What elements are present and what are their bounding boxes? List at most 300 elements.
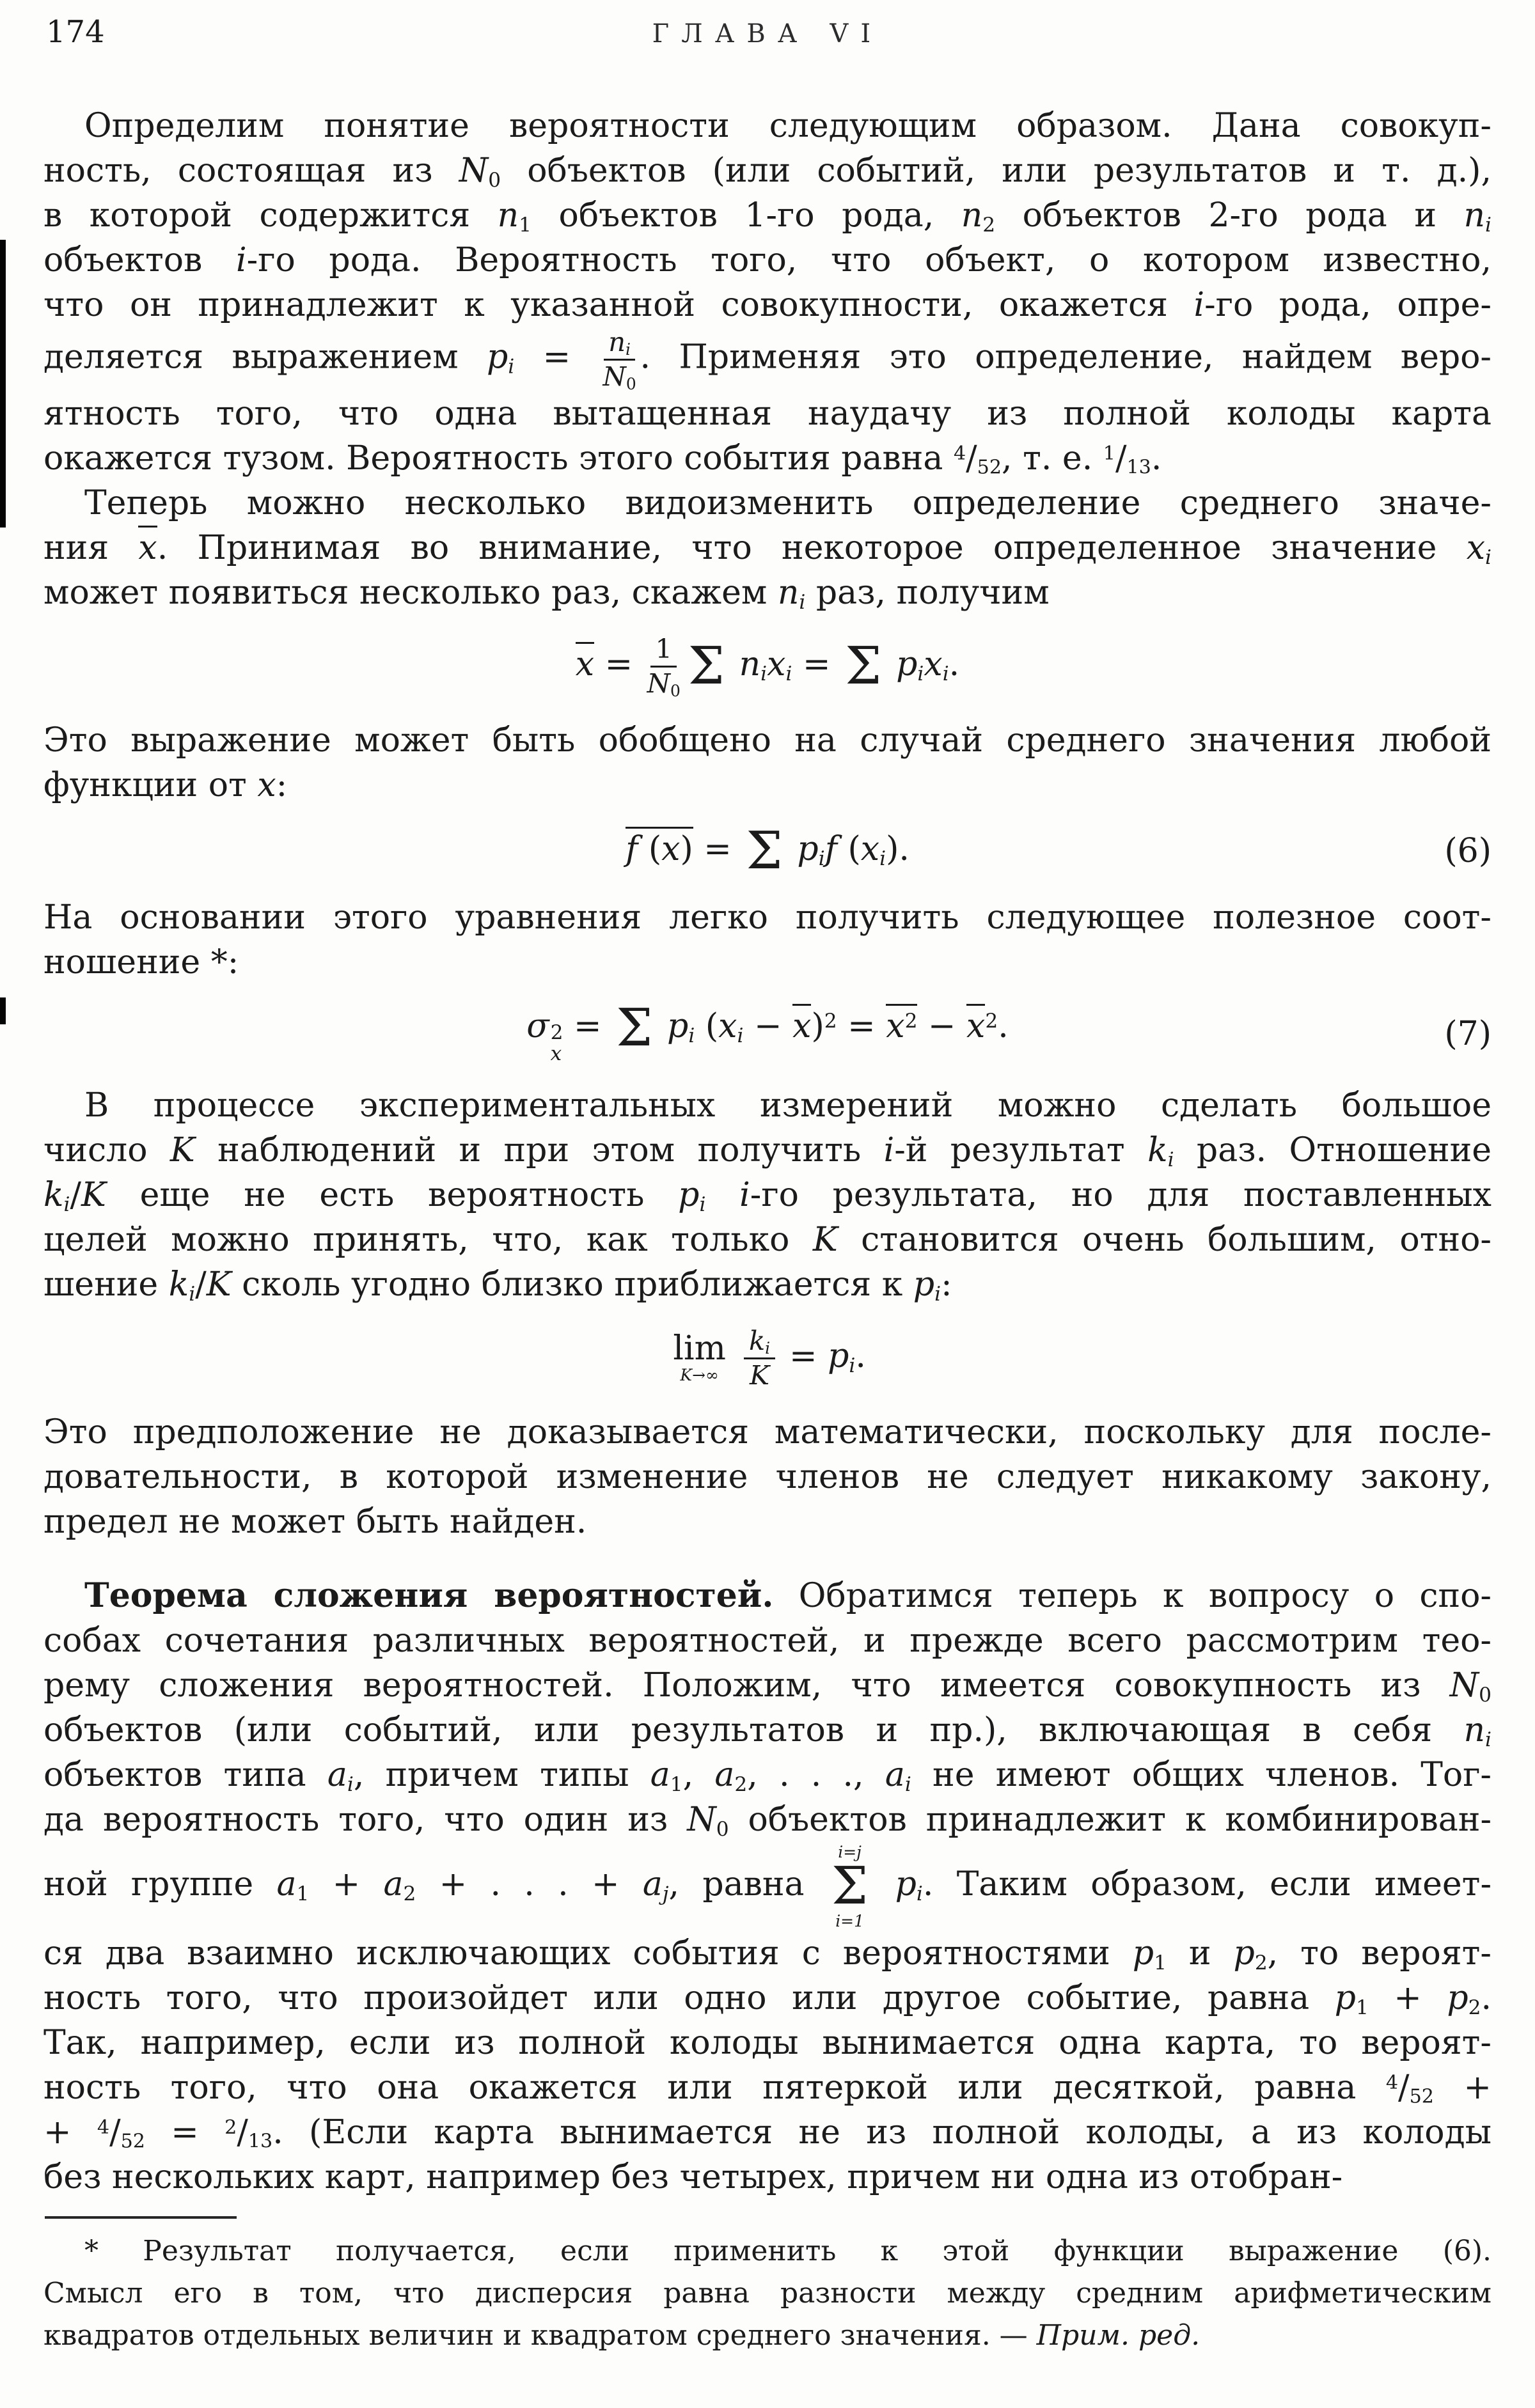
case-fraction: $^4/_{52}$ [1385,2068,1434,2108]
subscript: i [916,1882,923,1905]
text-run: . [1481,1978,1492,2017]
subscript: 2 [1254,1951,1268,1974]
text-line [43,283,1492,327]
text-line [43,1410,1492,1455]
superscript: 2 [824,1009,837,1033]
text-run: x [792,1006,812,1045]
text-line [43,1663,1492,1708]
subscript: i [1485,1728,1492,1751]
text-run: p [1447,1978,1468,2017]
text-line [43,1842,1492,1931]
overbar-expression [626,827,693,868]
text-run: объектов [43,241,236,279]
text-line [43,1173,1492,1217]
text-run: ) [680,829,693,868]
text-run: n [497,196,519,235]
text-run: ния [43,529,139,568]
case-fraction: $^4/_{52}$ [97,2113,145,2153]
text-run: p [678,1176,700,1215]
text-run: p [885,645,918,684]
text-run: N [602,360,626,392]
text-run: объектов 1-го рода, [531,196,961,235]
text-run: = [792,645,842,684]
text-line [43,570,1492,615]
subscript: i [942,662,949,685]
text-line [43,1217,1492,1262]
sum-upper-limit: i=j [838,1842,862,1861]
text-run: = [514,338,599,377]
text-line [43,104,1492,148]
text-run: ) [811,1006,824,1045]
text-run: + . . . + [416,1865,643,1904]
text-run: * Результат получается, если применить к этой функции выражение (6). [84,2234,1492,2267]
text-run: σ [526,1006,549,1045]
case-fraction: $^1/_{13}$ [1103,439,1151,479]
subscript: i [917,662,924,685]
subscript: i [347,1772,354,1796]
text-line [43,1753,1492,1797]
text-run: k [168,1265,189,1304]
text-run: p [1334,1978,1356,2017]
text-run: p [1132,1934,1154,1973]
text-run: . [855,1337,866,1376]
text-line [43,481,1492,526]
text-run: в которой содержится [43,196,498,235]
text-run: еще не есть вероятность [106,1176,679,1215]
text-run [705,1176,739,1214]
fraction-denominator: 52 [1409,2085,1434,2108]
text-run: x [138,529,157,568]
text-run: a [714,1755,735,1794]
limit-operator [673,1329,726,1385]
text-run: i [235,241,247,279]
overbar-expression [138,526,157,567]
subscript: i [879,847,886,870]
fraction-denominator: 13 [1126,456,1151,479]
subscript: 2 [1468,1996,1481,2019]
text-line [43,940,1492,985]
text-run: a [276,1865,297,1904]
text-run: ношение *: [43,942,239,981]
text-run: k [748,1325,766,1357]
page-body [43,104,1492,2357]
text-run: без нескольких карт, например без четырех, причем ни одна из отобран- [43,2157,1343,2196]
fraction-numerator [604,327,636,361]
text-run: что он принадлежит к указанной совокупности, окажется [43,286,1194,324]
text-run: ся два взаимно исключающих события с вероятностями [43,1934,1133,1973]
text-run: n [777,574,799,613]
text-run: -го рода. Вероятность того, что объект, о котором известно, [246,241,1492,279]
text-run: раз, получим [805,574,1050,613]
text-line [43,1262,1492,1307]
summation-operator [616,998,653,1059]
subscript: i [760,662,767,685]
text-run: , т. е. [1002,439,1103,478]
overbar-expression [886,1004,917,1045]
text-run: x [924,645,943,684]
formula-content [669,1325,866,1391]
text-run: n [961,196,983,235]
text-run: целей можно принять, что, как только [43,1221,813,1260]
subscript: i [625,340,631,359]
subscript: i [765,1339,771,1358]
footnote-line [43,2315,1492,2357]
text-run: N [687,1800,716,1839]
lim-glyph: lim [673,1329,726,1368]
equation-tag: (7) [1444,1015,1492,1054]
display-formula [43,821,1492,882]
formula-content [526,998,1009,1065]
text-run: может появиться несколько раз, скажем [43,574,778,613]
text-run: = [145,2113,225,2152]
text-run: . [1151,439,1162,478]
text-line [43,895,1492,940]
subscript: i [688,1024,695,1047]
text-run: x [886,1006,905,1045]
text-run: p [1233,1934,1255,1973]
stack-sub: x [550,1042,562,1065]
text-line [43,2065,1492,2110]
chapter-heading: ГЛАВА VI [652,19,883,49]
text-run: x [966,1006,986,1045]
text-line [43,238,1492,283]
text-line [43,1083,1492,1128]
text-run: ятность того, что одна вытащенная наудачу из полной колоды карта [43,395,1492,434]
built-fraction [602,327,636,391]
subscript: i [63,1193,70,1217]
text-run: n [608,326,626,357]
text-line [43,193,1492,238]
subscript: 0 [1479,1683,1492,1707]
text-run: объектов 2-го рода и [995,196,1464,235]
subscript: i [934,1283,941,1306]
subscript: i [785,662,792,685]
text-run: x [661,829,681,868]
text-run: Так, например, если из полной колоды вынимается одна карта, то вероят- [43,2023,1492,2062]
text-run [730,1337,741,1375]
fraction-denominator [647,668,681,699]
text-run: окажется тузом. Вероятность этого события равна [43,439,954,478]
text-run: -й результат [894,1131,1148,1170]
subscript: 0 [716,1817,729,1841]
text-run: = [563,1006,613,1045]
display-formula [43,633,1492,701]
text-run: предел не может быть найден. [43,1502,587,1541]
stack-sup: 2 [550,1020,563,1044]
text-run: функции от [43,765,258,804]
subscript: 0 [488,168,501,192]
text-run: K [750,1359,770,1391]
page-number: 174 [46,14,105,50]
text-run: -го результата, но для поставленных [750,1176,1492,1215]
formula-content [626,821,909,882]
text-run: да вероятность того, что один из [43,1800,688,1839]
subscript: 1 [296,1882,310,1905]
text-run: = [594,645,643,684]
text-run: . Применяя это определение, найдем веро- [640,338,1492,377]
sigma-glyph: Σ [845,636,882,697]
text-run: объектов типа [43,1755,327,1794]
scan-artifact [0,997,6,1024]
text-run: p [872,1865,917,1904]
summation-operator [831,1842,868,1931]
subscript: i [737,1024,744,1047]
text-run: f [626,829,638,868]
fraction-numerator: 1 [1103,442,1115,465]
fraction-denominator: 52 [977,456,1002,479]
text-run: : [941,1265,952,1304]
text-run: собах сочетания различных вероятностей, и прежде всего рассмотрим тео- [43,1621,1492,1660]
text-line [43,1931,1492,1976]
text-run: Смысл его в том, что дисперсия равна разности между средним арифметическим [43,2276,1492,2310]
text-run: x [257,765,276,804]
sigma-glyph: Σ [688,636,725,697]
text-run: объектов (или событий, или результатов и пр.), включающая в себя [43,1710,1464,1749]
text-line [43,1128,1492,1173]
text-line [43,391,1492,436]
footnote-line [43,2272,1492,2315]
overbar-expression [576,642,594,683]
text-run: a [885,1755,905,1794]
formula-content [575,633,960,701]
sigma-glyph: Σ [616,998,653,1059]
subscript: i [799,591,806,614]
text-run: , равна [668,1865,828,1904]
overbar-expression [792,1004,811,1045]
text-run: ность того, что произойдет или одно или другое событие, равна [43,1978,1335,2017]
text-line [43,763,1492,808]
sigma-glyph: Σ [746,821,783,882]
subscript: 1 [670,1772,683,1796]
fraction-denominator: 13 [248,2130,273,2153]
text-run: x [575,645,595,684]
text-run: p [786,829,819,868]
text-run: : [276,765,288,804]
text-run: i [883,1131,895,1170]
text-run: n [1463,1710,1486,1749]
text-run: Это выражение может быть обобщено на случай среднего значения любой [43,721,1492,760]
text-run: − [917,1006,967,1045]
text-run: рему сложения вероятностей. Положим, что имеется совокупность из [43,1666,1450,1705]
text-run: = [778,1337,828,1376]
text-run: n [728,645,761,684]
built-fraction [744,1326,775,1390]
built-fraction [647,633,681,701]
text-run: / [70,1176,82,1215]
fraction-numerator: 2 [224,2116,237,2139]
text-run: + [43,2113,97,2152]
subscript: 0 [670,682,681,701]
page-header [0,0,1535,61]
subscript: 2 [982,213,996,237]
text-run: число [43,1131,170,1170]
text-run: N [459,152,489,190]
subscript: i [818,847,825,870]
subscript: i [849,1354,856,1377]
text-run: объектов (или событий, или результатов и т. д.), [501,152,1492,190]
text-run: i [1193,286,1205,324]
fraction-denominator [602,361,636,392]
text-run: K [812,1221,838,1260]
text-run: x [860,829,880,868]
text-line [43,327,1492,391]
text-run: ность, состоящая из [43,152,459,190]
text-run: p [828,1337,849,1376]
subscript: j [662,1882,669,1905]
text-run: -го рода, опре- [1204,286,1492,324]
text-run: x [767,645,786,684]
text-run: В процессе экспериментальных измерений можно сделать большое [84,1086,1492,1125]
text-line [43,148,1492,193]
text-run: K [169,1131,195,1170]
text-run: + [1433,2068,1492,2107]
display-formula [43,1326,1492,1390]
subscript: i [904,1772,911,1796]
text-run: Определим понятие вероятности следующим образом. Дана совокуп- [84,107,1492,145]
text-run: + [309,1865,384,1904]
text-run: K [206,1265,232,1304]
text-run: / [195,1265,207,1304]
fraction-denominator [750,1359,769,1391]
subscript: i [699,1193,706,1217]
text-run: a [327,1755,347,1794]
text-line [43,1976,1492,2021]
summation-operator [688,636,725,697]
text-run: объектов принадлежит к комбинирован- [728,1800,1492,1839]
text-run: + [1368,1978,1447,2017]
text-line [43,2021,1492,2065]
sigma-glyph: Σ [831,1856,869,1916]
text-run: . Таким образом, если имеет- [922,1865,1492,1904]
fraction-numerator [744,1326,775,1359]
subscript: 0 [626,374,636,393]
fraction-numerator: 4 [953,442,966,465]
text-run: ( [695,1006,719,1045]
limit-condition: K→∞ [680,1366,719,1385]
text-run: сколь угодно близко приближается к [231,1265,913,1304]
summation-operator [746,821,783,882]
text-line [43,1618,1492,1663]
text-line [43,436,1492,481]
subscript: 1 [519,213,532,237]
text-run: . Принимая во внимание, что некоторое определенное значение [157,529,1467,568]
text-line [43,2155,1492,2200]
text-run: деляется выражением [43,338,487,377]
text-line [43,1499,1492,1544]
text-run: ной группе [43,1865,277,1904]
case-fraction: $^2/_{13}$ [224,2113,273,2153]
text-run: N [1449,1666,1479,1705]
subscript: i [1167,1148,1174,1172]
subscript: i [1485,546,1492,570]
text-line [43,526,1492,570]
footnote [43,2216,1492,2357]
text-run: довательности, в которой изменение членов не следует никакому закону, [43,1457,1492,1496]
text-run: не имеют общих членов. Тог- [911,1755,1492,1794]
equation-tag: (6) [1444,832,1492,871]
text-run: k [43,1176,64,1215]
text-run: n [1463,196,1486,235]
text-run: , причем типы [353,1755,650,1794]
text-run: − [743,1006,793,1045]
text-run: , . . ., [747,1755,885,1794]
case-fraction: $^4/_{52}$ [953,439,1002,479]
text-run: 1 [655,633,672,665]
text-run: a [642,1865,663,1904]
text-run: , то вероят- [1267,1934,1492,1973]
footnote-line [43,2230,1492,2272]
summation-operator [845,636,882,697]
text-run: становится очень большим, отно- [837,1221,1492,1260]
text-run: i [739,1176,750,1215]
sup-sub-stack [551,1022,563,1065]
fraction-numerator: 4 [97,2116,110,2139]
subscript: 2 [734,1772,748,1796]
text-line [43,1574,1492,1618]
text-run: , [682,1755,715,1794]
subscript: 2 [403,1882,416,1905]
text-run: Теорема сложения вероятностей. [84,1575,774,1615]
text-run: квадратов отдельных величин и квадратом среднего значения. — [43,2318,1037,2352]
text-run: . (Если карта вынимается не из полной колоды, а из колоды [272,2113,1492,2152]
text-run: раз. Отношение [1174,1131,1492,1170]
text-run: На основании этого уравнения легко получить следующее полезное соот- [43,898,1492,937]
text-run: N [647,668,670,700]
text-run: a [650,1755,670,1794]
subscript: i [189,1283,196,1306]
text-run: . [998,1006,1009,1045]
text-line [43,718,1492,763]
subscript: i [1485,213,1492,237]
text-run: f [824,829,837,868]
text-run: . [949,645,960,684]
superscript: 2 [985,1009,998,1033]
text-line [43,1455,1492,1499]
text-run: K [81,1176,106,1215]
text-run: Это предположение не доказывается математически, поскольку для после- [43,1412,1492,1451]
text-run: x [718,1006,737,1045]
subscript: 1 [1355,1996,1369,2019]
text-run: Теперь можно несколько видоизменить определение среднего значе- [84,484,1492,523]
text-run: ( [638,829,662,868]
text-line [43,1708,1492,1753]
fraction-numerator [650,634,677,668]
text-run: = [693,829,743,868]
text-line [43,1797,1492,1842]
text-run: ( [837,829,861,868]
text-run: k [1147,1131,1168,1170]
text-run: Обратимся теперь к вопросу о спо- [773,1576,1492,1615]
fraction-numerator: 4 [1385,2071,1399,2094]
text-run: наблюдений и при этом получить [194,1131,884,1170]
display-formula [43,998,1492,1065]
footnote-rule [45,2216,237,2219]
overbar-expression [966,1004,985,1045]
subscript: 1 [1154,1951,1167,1974]
text-line [43,2110,1492,2155]
subscript: i [508,355,515,379]
superscript: 2 [904,1009,918,1033]
fraction-denominator: 52 [120,2130,145,2153]
text-run: p [913,1265,935,1304]
text-run: ность того, что она окажется или пятеркой или десяткой, равна [43,2068,1386,2107]
text-run: x [1466,529,1486,568]
text-run: p [486,338,508,377]
text-run: Прим. ред. [1036,2318,1200,2352]
scan-artifact [0,240,6,528]
text-run: = [837,1006,886,1045]
text-run: p [656,1006,689,1045]
